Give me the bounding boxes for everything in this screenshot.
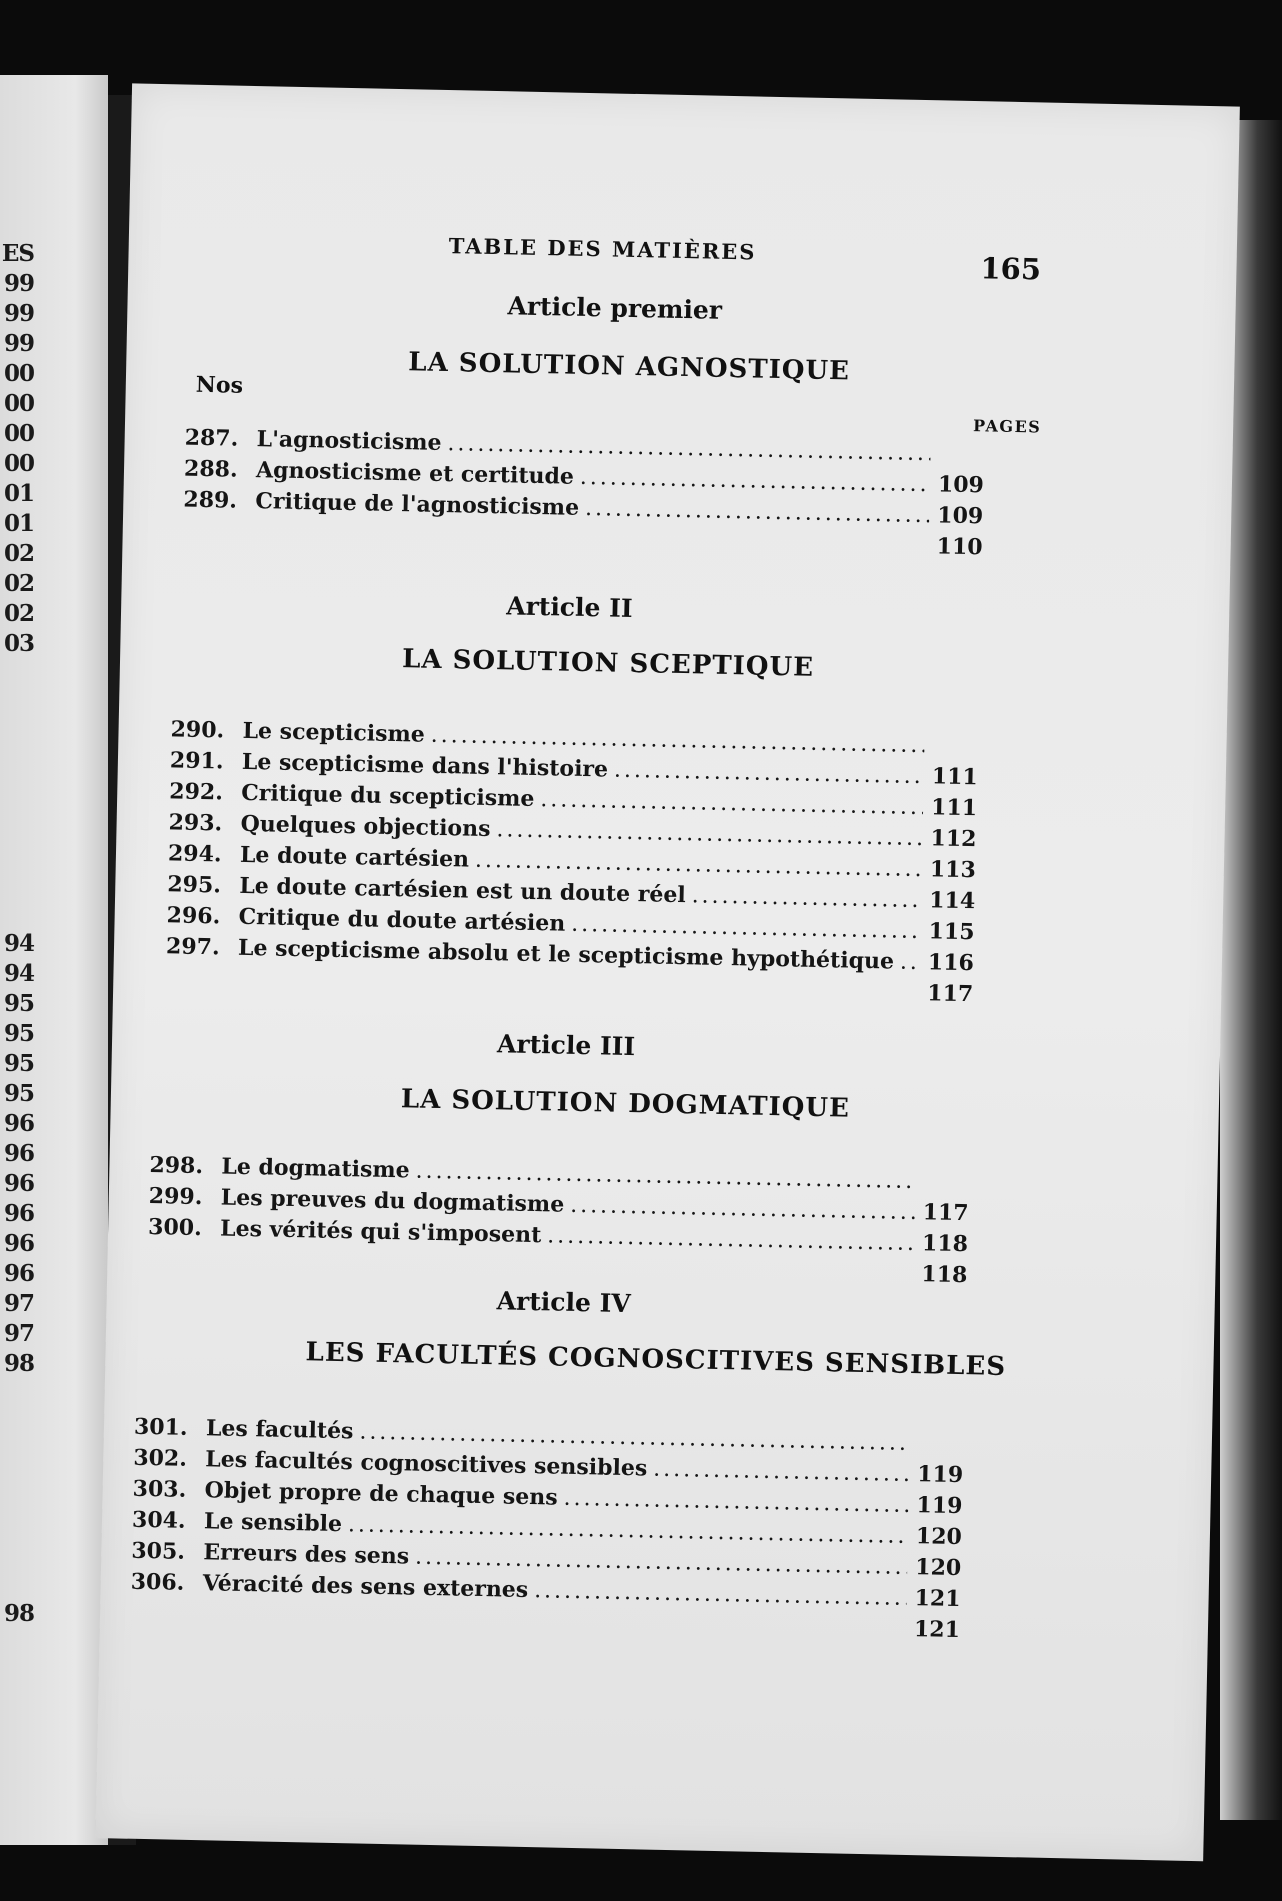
entry-title: Le doute cartésien est un doute réel xyxy=(239,872,686,909)
entry-title: Le sensible xyxy=(203,1508,343,1538)
entry-page: 110 xyxy=(936,533,983,561)
facing-page-number: 99 xyxy=(3,330,34,357)
entry-number: 291. xyxy=(169,747,224,775)
entry-number: 292. xyxy=(169,778,224,806)
entry-title: Critique du doute artésien xyxy=(238,903,566,937)
entry-title: Critique de l'agnosticisme xyxy=(255,488,580,521)
section-heading: LA SOLUTION SCEPTIQUE xyxy=(401,644,815,683)
entry-page: 118 xyxy=(921,1230,969,1258)
entry-number: 297. xyxy=(165,933,220,961)
entry-number xyxy=(130,1620,202,1622)
entry-number xyxy=(183,538,255,540)
facing-page-number: 01 xyxy=(3,480,34,507)
facing-page-number: 01 xyxy=(3,510,34,537)
entry-page: 109 xyxy=(937,502,984,530)
facing-page-number: 96 xyxy=(3,1260,34,1287)
leader-dots xyxy=(496,817,923,851)
leader-dots xyxy=(563,1486,908,1518)
entry-number: 306. xyxy=(130,1568,185,1596)
article-heading: Article premier xyxy=(507,291,723,325)
facing-page-number: 99 xyxy=(3,270,34,297)
leader-dots xyxy=(580,465,930,497)
facing-page-number: 98 xyxy=(3,1600,34,1627)
entry-number: 305. xyxy=(131,1537,186,1565)
entry-number: 294. xyxy=(167,840,222,868)
facing-page-number: 95 xyxy=(3,1050,34,1077)
entry-page: 120 xyxy=(915,1523,963,1551)
entry-page: 114 xyxy=(928,887,976,915)
entry-title: Les preuves du dogmatisme xyxy=(220,1184,565,1218)
entry-page: 115 xyxy=(928,918,975,946)
leader-dots xyxy=(431,723,925,758)
leader-dots xyxy=(614,758,924,789)
section-heading: LA SOLUTION DOGMATIQUE xyxy=(400,1084,851,1124)
entry-title: Quelques objections xyxy=(240,810,491,843)
entry-title: Le dogmatisme xyxy=(221,1153,410,1184)
entry-title: L'agnosticisme xyxy=(256,426,442,456)
entry-title: Le scepticisme xyxy=(242,717,426,748)
leader-dots xyxy=(571,912,921,944)
page-number: 165 xyxy=(980,251,1042,287)
entry-page xyxy=(921,1188,969,1189)
entry-title: Erreurs des sens xyxy=(203,1539,410,1570)
entry-number: 300. xyxy=(147,1213,203,1242)
leader-dots xyxy=(653,1457,909,1487)
facing-page-number: 97 xyxy=(3,1290,34,1317)
article-heading: Article III xyxy=(496,1029,636,1062)
facing-page-number: 96 xyxy=(3,1110,34,1137)
entry-number: 298. xyxy=(149,1152,204,1180)
leader-dots xyxy=(415,1159,915,1194)
entry-page: 119 xyxy=(916,1492,963,1520)
entry-page: 121 xyxy=(913,1616,961,1644)
entry-number: 293. xyxy=(168,809,223,837)
facing-page-number: 03 xyxy=(3,630,34,657)
leader-dots xyxy=(585,496,930,528)
entry-page: 117 xyxy=(927,980,974,1008)
entry-number: 304. xyxy=(131,1506,186,1534)
facing-page-number: 94 xyxy=(3,960,34,987)
entry-page xyxy=(930,752,978,753)
facing-page-number: 95 xyxy=(3,1020,34,1047)
facing-page-number: ES xyxy=(1,240,34,267)
entry-page: 111 xyxy=(930,794,978,822)
entry-title: Les vérités qui s'imposent xyxy=(219,1215,542,1249)
article-heading: Article IV xyxy=(496,1286,632,1319)
facing-page-number: 97 xyxy=(3,1320,34,1347)
entry-number: 295. xyxy=(167,871,222,899)
entry-number xyxy=(165,984,237,986)
facing-page-number: 96 xyxy=(3,1230,34,1257)
facing-page-number: 00 xyxy=(3,360,34,387)
entry-title: Agnosticisme et certitude xyxy=(255,457,575,490)
entry-page: 109 xyxy=(937,471,985,499)
facing-page-number: 94 xyxy=(3,930,34,957)
facing-page-number: 99 xyxy=(3,300,34,327)
leader-dots xyxy=(900,950,920,975)
entry-title: Le doute cartésien xyxy=(239,841,470,873)
entry-number: 290. xyxy=(170,716,225,744)
section-heading: LES FACULTÉS COGNOSCITIVES SENSIBLES xyxy=(305,1337,1007,1382)
facing-page-number: 96 xyxy=(3,1170,34,1197)
facing-page-number: 96 xyxy=(3,1200,34,1227)
leader-dots xyxy=(475,848,922,882)
book-page xyxy=(95,83,1240,1861)
facing-page-number: 96 xyxy=(3,1140,34,1167)
facing-page-number: 95 xyxy=(3,990,34,1017)
entry-number xyxy=(147,1265,219,1267)
facing-page-number: 00 xyxy=(3,450,34,477)
entry-title: Le scepticisme absolu et le scepticisme hypothétique xyxy=(237,934,895,975)
entry-title: Les facultés xyxy=(205,1415,354,1445)
entry-number: 289. xyxy=(183,486,238,514)
entry-number: 296. xyxy=(166,902,221,930)
leader-dots xyxy=(540,787,923,820)
leader-dots xyxy=(547,1223,914,1256)
entry-number: 301. xyxy=(133,1413,188,1441)
entry-title: Le scepticisme dans l'histoire xyxy=(241,748,609,783)
pages-label: PAGES xyxy=(972,416,1042,437)
facing-page-number: 95 xyxy=(3,1080,34,1107)
facing-page-number: 02 xyxy=(3,600,34,627)
entry-title: Véracité des sens externes xyxy=(202,1570,529,1604)
entry-title: Objet propre de chaque sens xyxy=(204,1477,558,1511)
entry-page: 118 xyxy=(921,1261,968,1289)
entry-number: 302. xyxy=(133,1444,188,1472)
entry-page: 121 xyxy=(914,1585,961,1613)
entry-title: Critique du scepticisme xyxy=(241,779,535,812)
entry-page: 117 xyxy=(922,1199,969,1227)
facing-page-number: 00 xyxy=(3,420,34,447)
entry-number: 303. xyxy=(132,1475,187,1503)
facing-page-number: 98 xyxy=(3,1350,34,1377)
entry-page xyxy=(916,1450,964,1451)
entry-page: 111 xyxy=(931,763,979,791)
leader-dots xyxy=(691,883,921,913)
facing-page-number: 02 xyxy=(3,570,34,597)
entry-page: 116 xyxy=(927,949,975,977)
nos-label: Nos xyxy=(195,371,244,399)
entry-page: 120 xyxy=(915,1554,962,1582)
running-head: TABLE DES MATIÈRES xyxy=(448,233,757,265)
facing-page-number: 02 xyxy=(3,540,34,567)
entry-page: 119 xyxy=(916,1461,964,1489)
facing-page-left xyxy=(0,75,108,1845)
entry-page: 112 xyxy=(930,825,977,853)
entry-number: 299. xyxy=(148,1182,203,1211)
facing-page-number: 00 xyxy=(3,390,34,417)
entry-page xyxy=(936,460,984,461)
entry-number: 287. xyxy=(184,424,239,452)
entry-number: 288. xyxy=(183,455,238,483)
leader-dots xyxy=(570,1193,915,1225)
article-heading: Article II xyxy=(505,591,633,623)
leader-dots xyxy=(534,1578,907,1611)
leader-dots xyxy=(415,1545,908,1580)
section-heading: LA SOLUTION AGNOSTIQUE xyxy=(408,347,851,387)
entry-page: 113 xyxy=(929,856,977,884)
entry-title: Les facultés cognoscitives sensibles xyxy=(205,1446,648,1482)
leader-dots xyxy=(447,431,931,466)
